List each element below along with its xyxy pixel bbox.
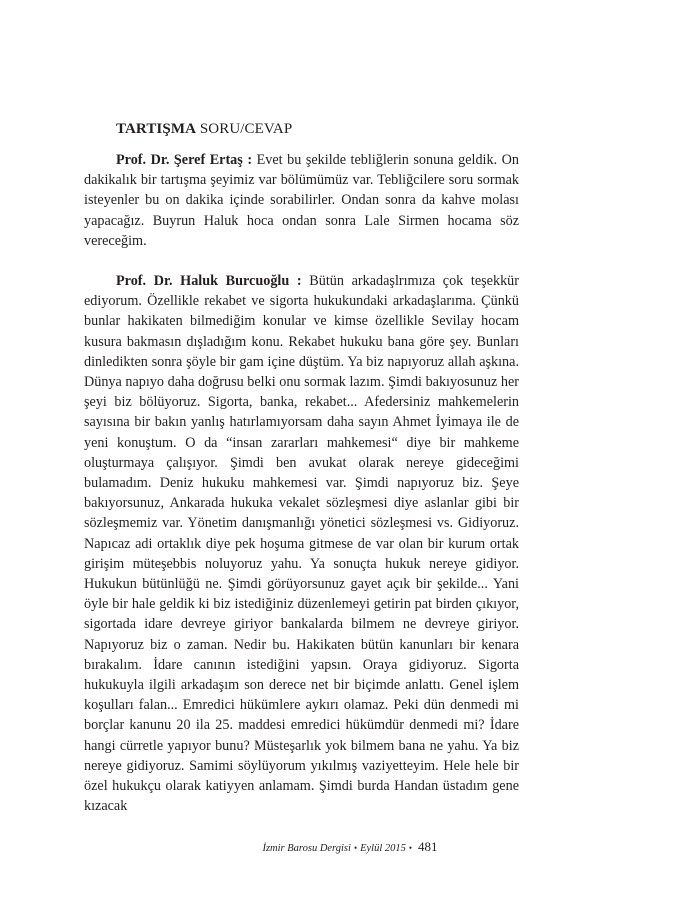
paragraph-text: Bütün arkadaşlrımıza çok teşekkür ediyorum. Özellikle rekabet ve sigorta hukukundaki arkadaşlarıma. Çünkü bunlar hakikaten bilmediğim konular ve kimse özellikle Sevilay hocam kusura bakmasın dışladığım konu. Rekabet hukuku bana göre şey. Bunları dinledikten sonra şöyle bir gam içine düştüm. Ya biz napıyoruz allah aşkına. Dünya napıyo daha doğrusu belki onu sormak lazım. Şimdi bakıyosunuz her şeyi biz bölüyoruz. Sigorta, banka, rekabet... Afedersiniz mahkemelerin sayısına bir bakın yanlış hatırlamıyorsam daha sayın Ahmet İyimaya ile de yeni konuştum. O da “insan zararları mahkemesi“ diye bir mahkeme oluşturmaya çalışıyor. Şimdi ben avukat olarak nereye gideceğimi bulamadım. Deniz hukuku mahkemesi var. Şimdi napıyoruz biz. Şeye bakıyorsunuz, Ankarada hukuka vekalet sözleşmesi diye aslanlar gibi bir sözleşmemiz var. Yönetim danışmanlığı yönetici sözleşmesi vs. Gidiyoruz. Napıcaz adi ortaklık diye pek hoşuma gitmese de var olan bir kurum ortak girişim müteşebbis noluyoruz yahu. Ya sonuçta hukuk nereye gidiyor. Hukukun bütünlüğü ne. Şimdi görüyorsunuz gayet açık bir şekilde... Yani öyle bir hale geldik ki biz istediğiniz düzenlemeyi getirin pat birden çıkıyor, sigortada idare devreye giriyor bankalarda bilmem ne devreye giriyor. Napıyoruz biz o zaman. Nedir bu. Hakikaten bütün kanunları bir kenara bırakalım. İdare canının istediğini yapsın. Oraya gidiyoruz. Sigorta hukukuyla ilgili arkadaşım son derece net bir biçimde anlattı. Genel işlem koşulları falan... Emredici hükümlere aykırı olamaz. Peki dün denmedi mi borçlar kanunu 20 ila 25. maddesi emredici hükümdür denmedi mi? İdare hangi cürretle yapıyor bunu? Müsteşarlık yok bilmem bana ne yahu. Ya biz nereye gidiyoruz. Samimi söylüyorum yıkılmış vaziyetteyim. Hele hele bir özel hukukçu olarak katiyyen anlamam. Şimdi burda Handan üstadım gene kızacak (84, 273, 519, 815)
speaker-name: Prof. Dr. Şeref Ertaş : (116, 152, 253, 168)
paragraph-1 (84, 150, 519, 251)
paragraph-text: Evet bu şekilde tebliğlerin sonuna geldik. On dakikalık bir tartışma şeyimiz var bölümümüz var. Tebliğcilere soru sormak isteyenler bu on dakika içinde sorabilirler. Ondan sonra da kahve molası yapacağız. Buyrun Haluk hoca ondan sonra Lale Sirmen hocama söz vereceğim. (84, 152, 519, 249)
footer-date: Eylül 2015 (360, 843, 406, 854)
speaker-name: Prof. Dr. Haluk Burcuoğlu : (116, 273, 302, 290)
footer-journal: İzmir Barosu Dergisi (262, 843, 351, 854)
paragraph-2 (84, 271, 519, 816)
heading-bold: TARTIŞMA (116, 121, 197, 137)
footer-separator: • (353, 843, 358, 853)
page-footer (0, 840, 700, 856)
page-number: 481 (418, 839, 438, 854)
heading-rest: SORU/CEVAP (196, 121, 293, 137)
section-heading (116, 119, 519, 139)
page-content (84, 119, 519, 817)
footer-separator: • (408, 843, 413, 853)
